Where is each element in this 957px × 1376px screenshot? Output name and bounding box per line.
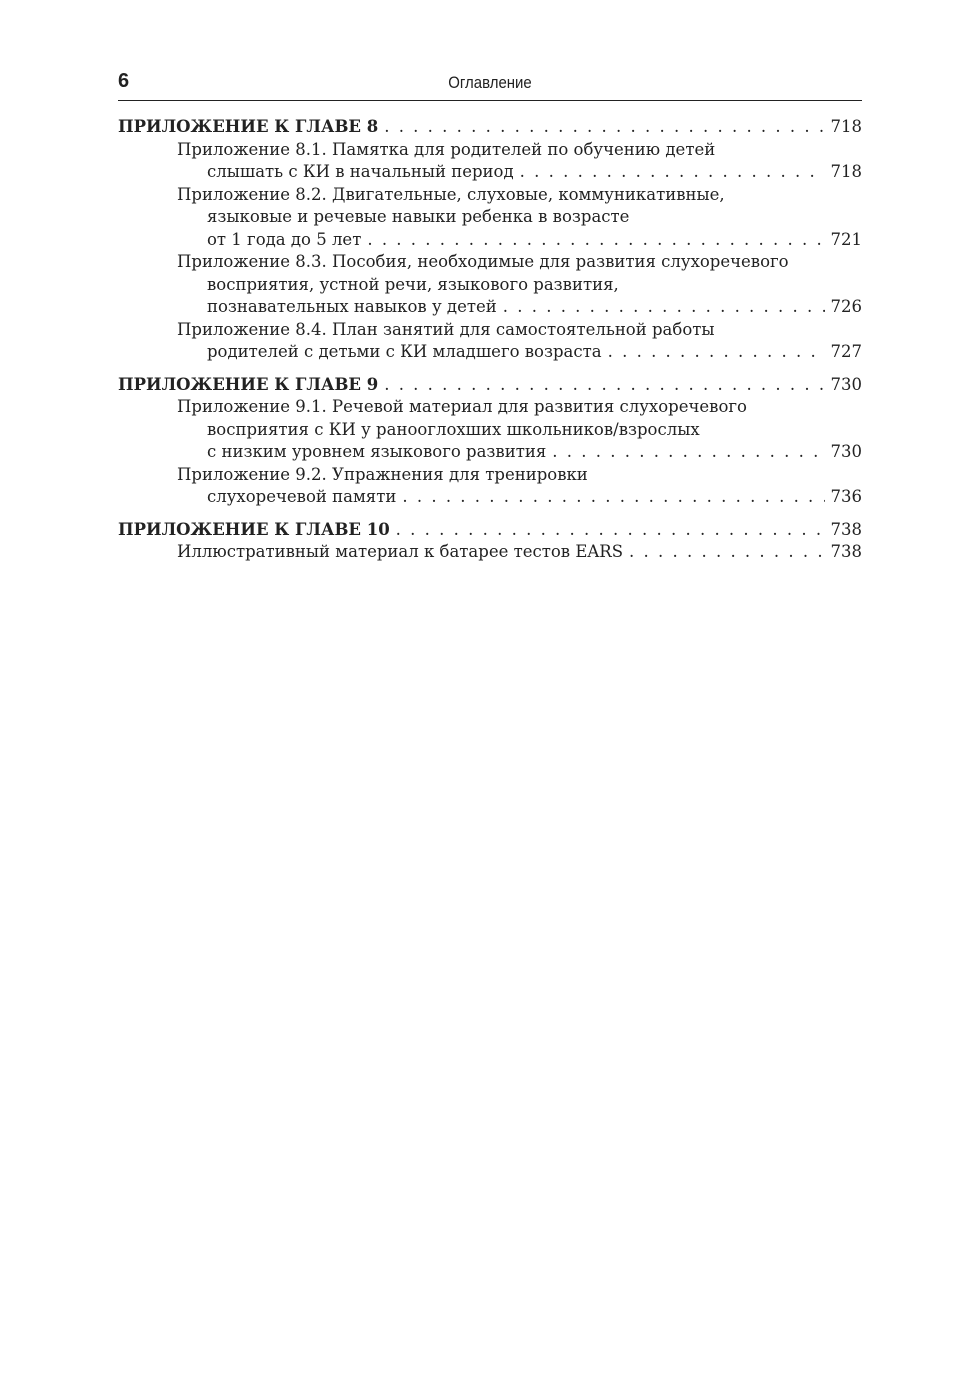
toc-entry-line: языковые и речевые навыки ребенка в возрасте xyxy=(207,207,630,226)
toc-page-number: 736 xyxy=(830,487,862,506)
toc-entry-chapter-9[interactable] xyxy=(118,374,862,397)
dot-leader xyxy=(402,486,824,509)
dot-leader xyxy=(396,519,825,542)
toc-entry-line: Приложение 8.4. План занятий для самостоятельной работы xyxy=(177,319,715,339)
toc-entry-chapter-10[interactable] xyxy=(118,519,862,542)
dot-leader xyxy=(503,296,825,319)
toc-page-number: 727 xyxy=(830,342,862,361)
dot-leader xyxy=(367,229,824,252)
toc-entry-line: слышать с КИ в начальный период xyxy=(207,162,514,181)
toc-entry-line: слухоречевой памяти xyxy=(207,487,397,506)
toc-entry-line: Приложение 9.2. Упражнения для тренировки xyxy=(177,464,588,484)
toc-page-number: 718 xyxy=(830,162,862,181)
toc-page-number: 738 xyxy=(830,542,862,561)
dot-leader xyxy=(629,541,824,564)
toc-page-number: 726 xyxy=(830,297,862,316)
table-of-contents xyxy=(118,116,862,564)
toc-page-number: 738 xyxy=(830,519,862,539)
dot-leader xyxy=(520,161,825,184)
running-title: Оглавление xyxy=(448,73,532,92)
toc-entry-title: ПРИЛОЖЕНИЕ К ГЛАВЕ 9 xyxy=(118,374,379,394)
toc-entry-8-4[interactable] xyxy=(118,319,862,364)
toc-page-number: 730 xyxy=(830,442,862,461)
dot-leader xyxy=(608,341,825,364)
page-number: 6 xyxy=(118,70,130,92)
toc-entry-line: родителей с детьми с КИ младшего возраста xyxy=(207,342,602,361)
toc-entry-line: с низким уровнем языкового развития xyxy=(207,442,547,461)
page-header xyxy=(118,70,862,101)
dot-leader xyxy=(384,374,824,397)
toc-entry-10-1[interactable] xyxy=(118,541,862,564)
dot-leader xyxy=(552,441,824,464)
toc-entry-title: ПРИЛОЖЕНИЕ К ГЛАВЕ 10 xyxy=(118,519,390,539)
toc-page-number: 721 xyxy=(830,229,862,249)
dot-leader xyxy=(384,116,824,139)
toc-entry-line: восприятия с КИ у ранооглохших школьников/взрослых xyxy=(207,419,700,439)
toc-entry-8-2[interactable] xyxy=(118,184,862,252)
toc-entry-line: Приложение 8.3. Пособия, необходимые для развития слухоречевого xyxy=(177,252,789,271)
toc-entry-line: восприятия, устной речи, языкового развития, xyxy=(207,274,619,294)
toc-entry-title: ПРИЛОЖЕНИЕ К ГЛАВЕ 8 xyxy=(118,117,379,136)
toc-entry-line: Приложение 9.1. Речевой материал для развития слухоречевого xyxy=(177,397,747,416)
toc-entry-line: от 1 года до 5 лет xyxy=(207,229,362,249)
toc-entry-line: Приложение 8.1. Памятка для родителей по обучению детей xyxy=(177,139,716,159)
toc-entry-line: познавательных навыков у детей xyxy=(207,297,497,316)
toc-entry-line: Иллюстративный материал к батарее тестов EARS xyxy=(177,542,624,561)
toc-entry-9-1[interactable] xyxy=(118,396,862,464)
toc-page-number: 718 xyxy=(830,117,862,136)
toc-entry-8-3[interactable] xyxy=(118,251,862,319)
toc-entry-8-1[interactable] xyxy=(118,139,862,184)
toc-entry-9-2[interactable] xyxy=(118,464,862,509)
toc-page-number: 730 xyxy=(830,374,862,394)
toc-entry-line: Приложение 8.2. Двигательные, слуховые, коммуникативные, xyxy=(177,184,725,204)
toc-entry-chapter-8[interactable] xyxy=(118,116,862,139)
